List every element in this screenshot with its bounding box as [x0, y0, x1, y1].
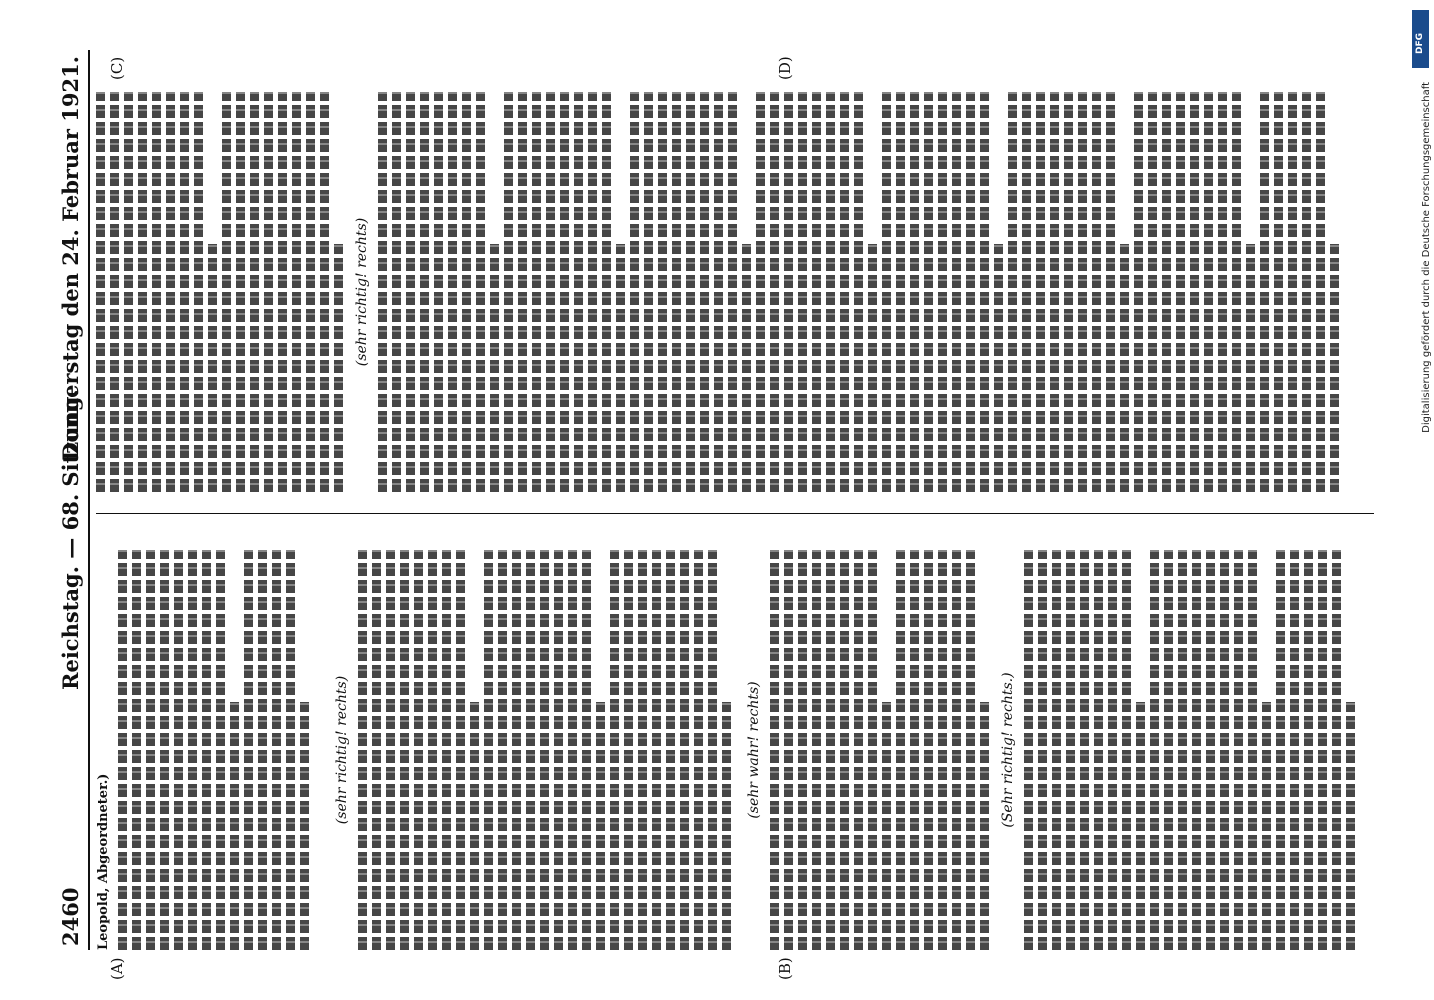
text-line [1234, 550, 1243, 950]
text-line [244, 550, 253, 950]
digitization-notice [1410, 10, 1432, 990]
text-line [202, 550, 211, 950]
text-line [722, 702, 731, 950]
text-line [110, 92, 119, 492]
text-line [428, 550, 437, 950]
text-line [882, 702, 891, 950]
text-line [680, 550, 689, 950]
text-line [966, 92, 975, 492]
text-line [1330, 244, 1339, 492]
interjection: (Sehr richtig! rechts.) [1000, 672, 1016, 828]
text-line [264, 92, 273, 492]
text-line [1052, 550, 1061, 950]
text-line [924, 92, 933, 492]
speaker-label: Leopold, Abgeordneter.) [96, 773, 111, 950]
session-date: Donnerstag den 24. Februar 1921. [58, 56, 83, 461]
text-line [1134, 92, 1143, 492]
text-line [652, 550, 661, 950]
text-line [378, 92, 387, 492]
text-line [1148, 92, 1157, 492]
text-line [1066, 550, 1075, 950]
text-line [1192, 550, 1201, 950]
text-line [258, 550, 267, 950]
text-block [770, 550, 994, 950]
text-block [118, 550, 314, 950]
text-line [476, 92, 485, 492]
text-line [1246, 244, 1255, 492]
text-line [1332, 550, 1341, 950]
text-line [306, 92, 315, 492]
text-line [146, 550, 155, 950]
text-line [1092, 92, 1101, 492]
text-line [532, 92, 541, 492]
text-line [588, 92, 597, 492]
text-line [456, 550, 465, 950]
dfg-logo: DFG [1412, 10, 1429, 68]
text-line [1318, 550, 1327, 950]
text-line [966, 550, 975, 950]
text-line [216, 550, 225, 950]
text-line [236, 92, 245, 492]
text-line [770, 92, 779, 492]
text-line [540, 550, 549, 950]
text-block [1024, 550, 1360, 950]
text-line [742, 244, 751, 492]
text-line [392, 92, 401, 492]
text-line [320, 92, 329, 492]
text-line [400, 550, 409, 950]
text-line [272, 550, 281, 950]
text-line [868, 550, 877, 950]
text-line [1220, 550, 1229, 950]
text-line [292, 92, 301, 492]
text-line [784, 92, 793, 492]
text-line [118, 550, 127, 950]
text-line [658, 92, 667, 492]
text-line [358, 550, 367, 950]
text-line [644, 92, 653, 492]
text-line [840, 550, 849, 950]
text-line [1106, 92, 1115, 492]
text-line [1120, 244, 1129, 492]
text-line [728, 92, 737, 492]
text-line [638, 550, 647, 950]
interjection: (sehr wahr! rechts) [746, 681, 762, 819]
text-line [160, 550, 169, 950]
text-line [596, 702, 605, 950]
text-line [938, 92, 947, 492]
text-line [124, 92, 133, 492]
marker-b: (B) [776, 957, 794, 980]
text-line [1274, 92, 1283, 492]
text-line [1164, 550, 1173, 950]
text-line [770, 550, 779, 950]
text-block [358, 550, 736, 950]
text-line [1316, 92, 1325, 492]
text-line [714, 92, 723, 492]
text-line [1204, 92, 1213, 492]
text-line [1288, 92, 1297, 492]
text-line [1078, 92, 1087, 492]
right-column [96, 56, 1374, 492]
text-line [1218, 92, 1227, 492]
text-line [624, 550, 633, 950]
text-line [442, 550, 451, 950]
page-header [52, 50, 90, 950]
text-line [230, 702, 239, 950]
text-line [910, 92, 919, 492]
text-line [1122, 550, 1131, 950]
text-line [278, 92, 287, 492]
text-line [1260, 92, 1269, 492]
text-line [484, 550, 493, 950]
text-line [1108, 550, 1117, 950]
text-line [406, 92, 415, 492]
text-line [694, 550, 703, 950]
text-line [910, 550, 919, 950]
text-line [504, 92, 513, 492]
text-line [96, 92, 105, 492]
notice-text: Digitalisierung gefördert durch die Deutsche Forschungsgemeinschaft [1421, 82, 1432, 433]
text-line [420, 92, 429, 492]
text-line [180, 92, 189, 492]
text-line [798, 550, 807, 950]
text-line [574, 92, 583, 492]
text-line [490, 244, 499, 492]
text-line [498, 550, 507, 950]
interjection: (sehr richtig! rechts) [334, 675, 350, 825]
text-line [840, 92, 849, 492]
text-line [952, 92, 961, 492]
rotated-page [52, 50, 1382, 980]
text-line [568, 550, 577, 950]
text-line [896, 550, 905, 950]
text-line [994, 244, 1003, 492]
text-line [300, 702, 309, 950]
text-line [1094, 550, 1103, 950]
text-line [414, 550, 423, 950]
text-line [980, 92, 989, 492]
text-line [546, 92, 555, 492]
page-number: 2460 [58, 887, 83, 946]
text-line [1248, 550, 1257, 950]
text-line [1290, 550, 1299, 950]
text-line [512, 550, 521, 950]
text-line [1190, 92, 1199, 492]
text-line [518, 92, 527, 492]
text-line [854, 92, 863, 492]
text-line [560, 92, 569, 492]
text-line [1008, 92, 1017, 492]
text-line [470, 702, 479, 950]
text-line [386, 550, 395, 950]
text-block [378, 92, 1344, 492]
text-line [938, 550, 947, 950]
text-line [582, 550, 591, 950]
session-title: Reichstag. — 68. Sitzung. [58, 389, 83, 690]
text-line [194, 92, 203, 492]
text-line [980, 702, 989, 950]
text-line [826, 550, 835, 950]
text-line [554, 550, 563, 950]
text-line [448, 92, 457, 492]
text-line [630, 92, 639, 492]
text-line [610, 550, 619, 950]
text-line [1080, 550, 1089, 950]
text-line [672, 92, 681, 492]
text-line [756, 92, 765, 492]
text-line [868, 244, 877, 492]
text-line [334, 244, 343, 492]
text-line [462, 92, 471, 492]
text-line [434, 92, 443, 492]
marker-a: (A) [108, 957, 126, 980]
text-line [174, 550, 183, 950]
text-line [188, 550, 197, 950]
text-line [372, 550, 381, 950]
text-line [1346, 702, 1355, 950]
text-line [812, 92, 821, 492]
text-line [708, 550, 717, 950]
column-divider [96, 513, 1374, 514]
text-line [132, 550, 141, 950]
text-line [1038, 550, 1047, 950]
text-line [1276, 550, 1285, 950]
text-line [686, 92, 695, 492]
text-line [138, 92, 147, 492]
text-line [812, 550, 821, 950]
text-line [1304, 550, 1313, 950]
text-line [1022, 92, 1031, 492]
text-line [924, 550, 933, 950]
text-line [666, 550, 675, 950]
text-line [784, 550, 793, 950]
text-line [826, 92, 835, 492]
text-line [526, 550, 535, 950]
text-line [700, 92, 709, 492]
text-line [1232, 92, 1241, 492]
marker-c: (C) [108, 56, 126, 80]
marker-d: (D) [776, 56, 794, 80]
text-line [222, 92, 231, 492]
text-line [1036, 92, 1045, 492]
interjection: (sehr richtig! rechts) [354, 217, 370, 367]
text-line [1050, 92, 1059, 492]
text-line [896, 92, 905, 492]
text-line [1178, 550, 1187, 950]
text-line [286, 550, 295, 950]
text-line [1206, 550, 1215, 950]
text-line [166, 92, 175, 492]
text-line [1150, 550, 1159, 950]
text-line [1136, 702, 1145, 950]
text-line [882, 92, 891, 492]
text-line [602, 92, 611, 492]
text-line [854, 550, 863, 950]
text-line [1064, 92, 1073, 492]
text-line [152, 92, 161, 492]
left-column [96, 550, 1374, 980]
text-line [1302, 92, 1311, 492]
text-line [1162, 92, 1171, 492]
text-line [1262, 702, 1271, 950]
text-line [1024, 550, 1033, 950]
text-line [250, 92, 259, 492]
text-line [208, 244, 217, 492]
text-line [798, 92, 807, 492]
text-line [952, 550, 961, 950]
text-line [616, 244, 625, 492]
text-line [1176, 92, 1185, 492]
text-block [96, 92, 348, 492]
